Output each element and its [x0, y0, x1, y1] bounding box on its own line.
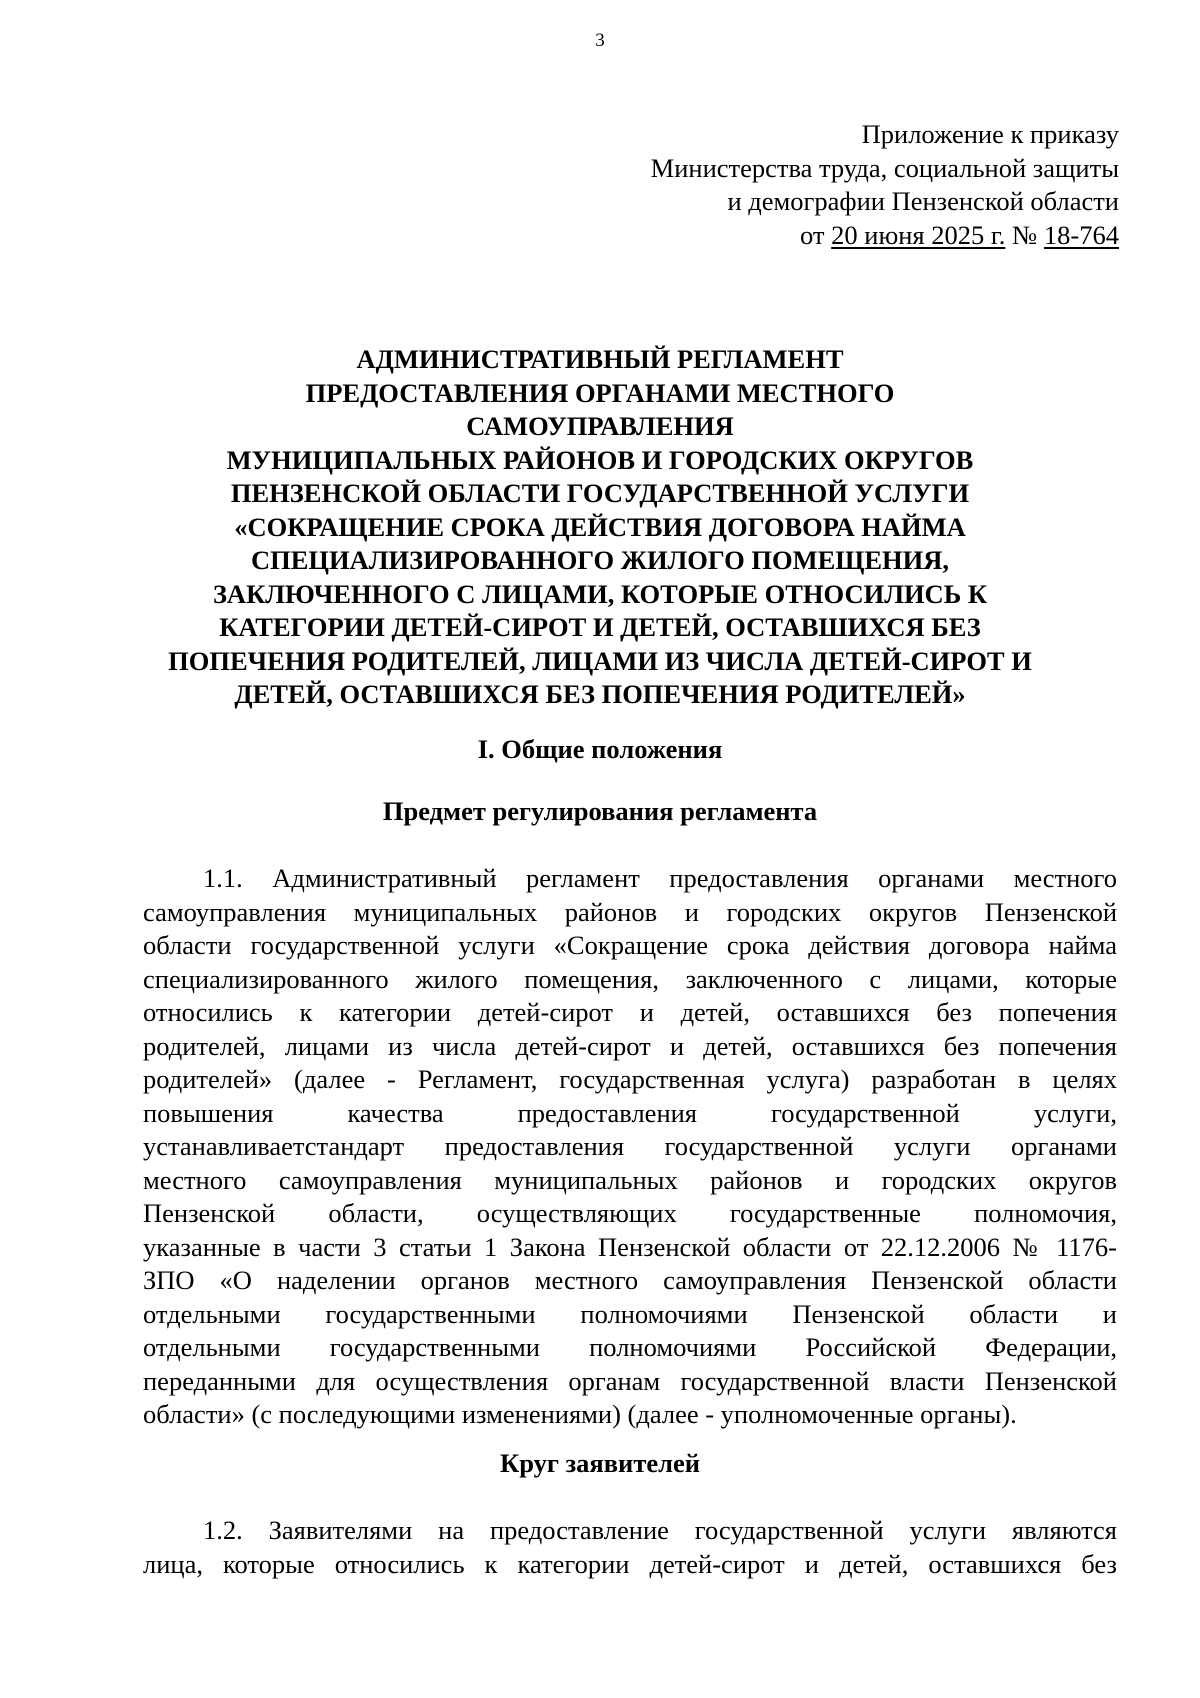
title-line: ПРЕДОСТАВЛЕНИЯ ОРГАНАМИ МЕСТНОГО: [305, 377, 895, 408]
paragraph-line: 1.1. Административный регламент предоставления органами местного: [203, 863, 1117, 893]
paragraph-line: указанные в части 3 статьи 1 Закона Пензенской области от 22.12.2006 № 1176-: [143, 1231, 1117, 1262]
number-prefix: №: [1005, 219, 1044, 250]
paragraph-line: повышения качества предоставления государственной услуги,: [143, 1097, 1117, 1128]
paragraph-line: лица, которые относились к категории детей-сирот и детей, оставшихся без: [143, 1548, 1117, 1579]
title-line: ЗАКЛЮЧЕННОГО С ЛИЦАМИ, КОТОРЫЕ ОТНОСИЛИСЬ К: [212, 578, 988, 609]
paragraph-line: 1.2. Заявителями на предоставление государственной услуги являются: [203, 1515, 1117, 1545]
subsection-heading-applicants: Круг заявителей: [499, 1448, 700, 1478]
paragraph-line: области» (с последующими изменениями) (далее - уполномоченные органы).: [143, 1399, 1017, 1429]
paragraph-line: родителей» (далее - Регламент, государственная услуга) разработан в целях: [143, 1064, 1117, 1094]
appendix-line-1: Приложение к приказу: [861, 119, 1119, 149]
paragraph-line: самоуправления муниципальных районов и городских округов Пензенской: [143, 896, 1117, 927]
title-line: МУНИЦИПАЛЬНЫХ РАЙОНОВ И ГОРОДСКИХ ОКРУГОВ: [226, 444, 974, 475]
paragraph-line: отдельными государственными полномочиями Пензенской области и: [143, 1298, 1117, 1329]
paragraph-1-2: [143, 1514, 1117, 1581]
paragraph-line: местного самоуправления муниципальных районов и городских округов: [143, 1164, 1117, 1195]
paragraph-line: Пензенской области, осуществляющих государственные полномочия,: [143, 1198, 1117, 1228]
paragraph-line: устанавливаетстандарт предоставления государственной услуги органами: [143, 1131, 1117, 1161]
date-prefix: от: [800, 219, 832, 250]
paragraph-line: области государственной услуги «Сокращение срока действия договора найма: [143, 930, 1117, 960]
paragraph-line: родителей, лицами из числа детей-сирот и детей, оставшихся без попечения: [143, 1030, 1117, 1061]
subsection-heading-subject: Предмет регулирования регламента: [382, 796, 818, 826]
order-date: 20 июня 2025 г.: [831, 219, 1006, 250]
appendix-line-3: и демографии Пензенской области: [727, 186, 1119, 216]
appendix-date-line: [419, 219, 1119, 253]
paragraph-line: переданными для осуществления органам государственной власти Пензенской: [143, 1365, 1117, 1396]
order-number: 18-764: [1043, 219, 1119, 250]
paragraph-line: специализированного жилого помещения, заключенного с лицами, которые: [143, 963, 1117, 994]
title-line: ДЕТЕЙ, ОСТАВШИХСЯ БЕЗ ПОПЕЧЕНИЯ РОДИТЕЛЕЙ»: [234, 679, 966, 709]
document-title: [80, 343, 1120, 712]
title-line: КАТЕГОРИИ ДЕТЕЙ-СИРОТ И ДЕТЕЙ, ОСТАВШИХСЯ БЕЗ: [219, 612, 981, 642]
page-number: 3: [595, 30, 605, 51]
section-heading-general: I. Общие положения: [477, 734, 723, 764]
title-line: «СОКРАЩЕНИЕ СРОКА ДЕЙСТВИЯ ДОГОВОРА НАЙМА: [234, 511, 966, 542]
paragraph-line: относились к категории детей-сирот и детей, оставшихся без попечения: [143, 997, 1117, 1027]
title-line: САМОУПРАВЛЕНИЯ: [466, 411, 734, 441]
appendix-line-2: Министерства труда, социальной защиты: [650, 152, 1119, 183]
paragraph-line: ЗПО «О наделении органов местного самоуправления Пензенской области: [143, 1265, 1117, 1295]
title-line: СПЕЦИАЛИЗИРОВАННОГО ЖИЛОГО ПОМЕЩЕНИЯ,: [250, 545, 950, 575]
appendix-reference: [419, 118, 1119, 252]
title-line: ПЕНЗЕНСКОЙ ОБЛАСТИ ГОСУДАРСТВЕННОЙ УСЛУГИ: [230, 478, 970, 508]
title-line: АДМИНИСТРАТИВНЫЙ РЕГЛАМЕНТ: [356, 344, 844, 374]
title-line: ПОПЕЧЕНИЯ РОДИТЕЛЕЙ, ЛИЦАМИ ИЗ ЧИСЛА ДЕТЕЙ-СИРОТ И: [168, 645, 1032, 676]
paragraph-1-1: [143, 862, 1117, 1432]
paragraph-line: отдельными государственными полномочиями Российской Федерации,: [143, 1332, 1117, 1362]
